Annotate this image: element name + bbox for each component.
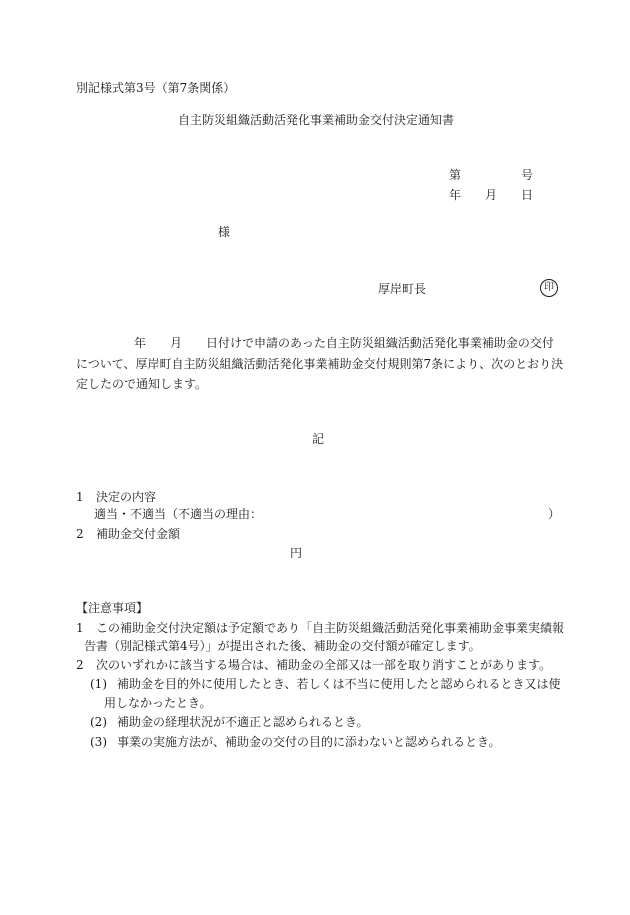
note-2-sub-1-line-1 (90, 677, 561, 691)
item-2-number: 2 (76, 527, 84, 541)
recipient-honorific: 様 (218, 225, 231, 239)
decision-choice: 適当・不適当（不適当の理由： (94, 507, 263, 521)
item-2 (76, 527, 180, 541)
note-2-sub-2-text: 補助金の経理状況が不適正と認められるとき。 (117, 715, 369, 729)
note-1-line-2: 告書（別記様式第4号）」が提出された後、補助金の交付額が確定します。 (84, 639, 481, 653)
decision-choice-close: ） (548, 507, 561, 521)
body-month: 月 (170, 336, 183, 350)
date-year-label: 年 (449, 188, 462, 202)
body-year: 年 (134, 336, 147, 350)
ki-heading: 記 (312, 432, 325, 446)
notes-heading: 【注意事項】 (76, 601, 149, 615)
note-2-sub-1-text: 補助金を目的外に使用したとき、若しくは不当に使用したと認められるとき又は使 (117, 677, 561, 691)
seal-mark: 印 (540, 279, 558, 297)
note-2 (76, 658, 551, 672)
note-1-number: 1 (76, 621, 84, 635)
date-day-label: 日 (521, 188, 534, 202)
note-2-sub-3-number: (3) (90, 735, 107, 749)
item-1-label: 決定の内容 (96, 490, 157, 504)
note-2-sub-3-text: 事業の実施方法が、補助金の交付の目的に添わないと認められるとき。 (117, 735, 501, 749)
note-1-text: この補助金交付決定額は予定額であり「自主防災組織活動活発化事業補助金事業実績報 (96, 621, 565, 635)
body-line-2: について、厚岸町自主防災組織活動活発化事業補助金交付規則第7条により、次のとおり決 (76, 357, 564, 371)
date-month-label: 月 (485, 188, 498, 202)
note-2-sub-1-number: (1) (90, 677, 107, 691)
body-line-1-text: 日付けで申請のあった自主防災組織活動活発化事業補助金の交付 (206, 336, 554, 350)
item-1 (76, 490, 156, 504)
document-title: 自主防災組織活動活発化事業補助金交付決定通知書 (178, 113, 455, 127)
note-2-sub-1-line-2: 用しなかったとき。 (104, 696, 212, 710)
note-2-sub-3 (90, 735, 501, 749)
body-line-1 (76, 336, 554, 350)
note-2-sub-2-number: (2) (90, 715, 107, 729)
form-number: 別記様式第3号（第7条関係） (76, 81, 236, 95)
note-2-text: 次のいずれかに該当する場合は、補助金の全部又は一部を取り消すことがあります。 (96, 658, 552, 672)
item-2-label: 補助金交付金額 (96, 527, 181, 541)
body-line-3: 定したので通知します。 (76, 377, 208, 391)
issuer-name: 厚岸町長 (378, 282, 427, 296)
note-2-sub-2 (90, 715, 369, 729)
document-number-label: 第 (449, 168, 462, 182)
note-2-number: 2 (76, 658, 84, 672)
amount-unit: 円 (290, 546, 303, 560)
item-1-number: 1 (76, 490, 84, 504)
document-number-suffix: 号 (521, 168, 534, 182)
note-1-line-1 (76, 621, 564, 635)
